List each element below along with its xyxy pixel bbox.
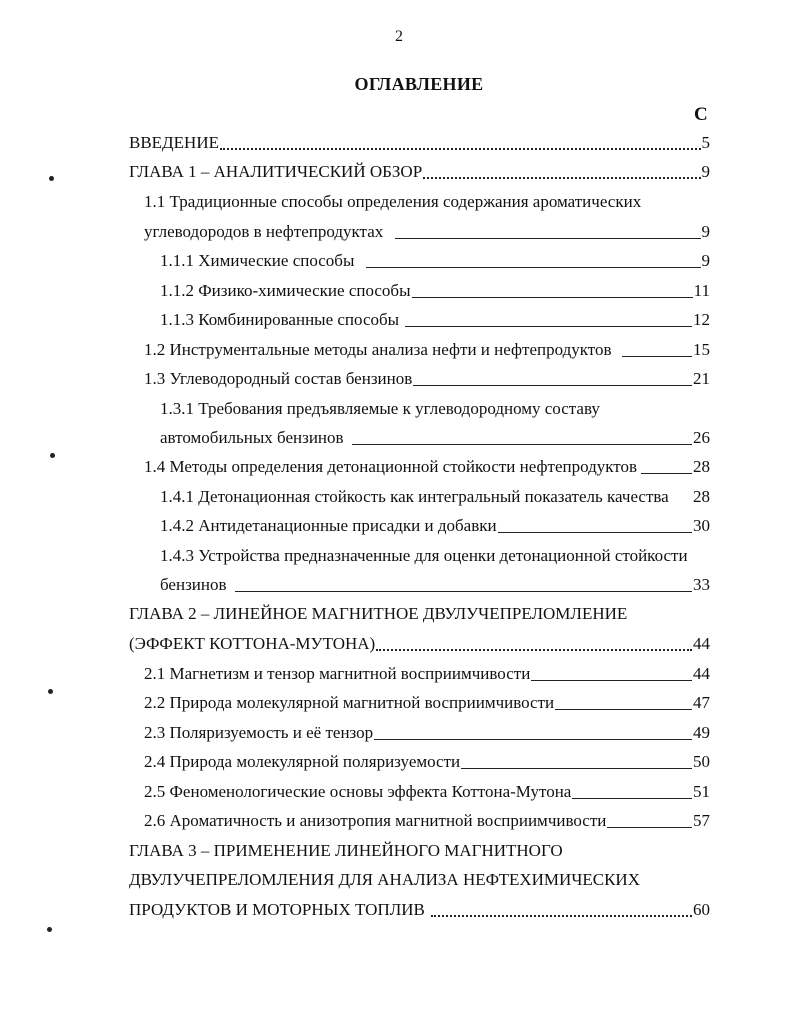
line-leader — [461, 768, 692, 769]
toc-entry-chapter-1[interactable] — [129, 162, 710, 182]
toc-entry-label: 1.2 Инструментальные методы анализа нефти и нефтепродуктов — [144, 340, 612, 359]
toc-entry-label: 1.1.3 Комбинированные способы — [160, 310, 400, 329]
toc-entry-page: 30 — [693, 516, 710, 535]
dot-leader — [376, 649, 692, 651]
binding-mark — [47, 927, 52, 932]
line-leader — [374, 739, 692, 740]
toc-entry-page: 9 — [701, 222, 710, 241]
toc-entry-label: 2.1 Магнетизм и тензор магнитной восприимчивости — [144, 664, 531, 683]
toc-entry-1-1-1[interactable] — [160, 251, 710, 271]
toc-entry-1-1[interactable] — [144, 222, 710, 242]
toc-entry-page: 5 — [701, 133, 710, 152]
toc-entry-2-2[interactable] — [144, 693, 710, 713]
toc-entry-label: 2.3 Поляризуемость и её тензор — [144, 723, 374, 742]
toc-entry-label-line1: 1.3.1 Требования предъявляемые к углеводородному составу — [160, 399, 600, 418]
toc-entry-page: 57 — [693, 811, 710, 830]
toc-entry-1-1-2[interactable] — [160, 281, 710, 301]
toc-entry-label: (ЭФФЕКТ КОТТОНА-МУТОНА) — [129, 634, 376, 653]
line-leader — [412, 297, 693, 298]
toc-entry-chapter-3[interactable] — [129, 900, 710, 920]
toc-entry-page: 60 — [693, 900, 710, 919]
toc-entry-1-2[interactable] — [144, 340, 710, 360]
toc-entry-1-4-2[interactable] — [160, 516, 710, 536]
toc-entry-2-1[interactable] — [144, 664, 710, 684]
dot-leader — [431, 915, 692, 917]
toc-entry-label: ВВЕДЕНИЕ — [129, 133, 219, 152]
line-leader — [572, 798, 692, 799]
toc-entry-page: 26 — [693, 428, 710, 447]
line-leader — [607, 827, 692, 828]
toc-entry-1-4-3[interactable] — [160, 575, 710, 595]
toc-entry-page: 9 — [701, 251, 710, 270]
toc-entry-label: 1.4.2 Антидетанационные присадки и добавки — [160, 516, 497, 535]
toc-entry-2-4[interactable] — [144, 752, 710, 772]
toc-entry-page: 50 — [693, 752, 710, 771]
toc-entry-page: 49 — [693, 723, 710, 742]
toc-entry-page: 51 — [693, 782, 710, 801]
toc-entry-label: 1.4.1 Детонационная стойкость как интегральный показатель качества — [160, 487, 669, 506]
line-leader — [366, 267, 700, 268]
toc-entry-page: 21 — [693, 369, 710, 388]
line-leader — [405, 326, 692, 327]
toc-entry-label: бензинов — [160, 575, 227, 594]
toc-entry-label: 1.3 Углеводородный состав бензинов — [144, 369, 413, 388]
toc-entry-chapter-2[interactable] — [129, 634, 710, 654]
toc-entry-label: 1.1.2 Физико-химические способы — [160, 281, 411, 300]
toc-entry-label-line1: ГЛАВА 2 – ЛИНЕЙНОЕ МАГНИТНОЕ ДВУЛУЧЕПРЕЛОМЛЕНИЕ — [129, 604, 628, 623]
line-leader — [395, 238, 700, 239]
dot-leader — [423, 177, 700, 179]
toc-entry-1-3[interactable] — [144, 369, 710, 389]
toc-entry-label: 2.4 Природа молекулярной поляризуемости — [144, 752, 461, 771]
toc-entry-2-3[interactable] — [144, 723, 710, 743]
toc-entry-page: 44 — [693, 664, 710, 683]
line-leader — [235, 591, 692, 592]
binding-mark — [48, 689, 53, 694]
toc-entry-page: 44 — [693, 634, 710, 653]
toc-entry-1-1-3[interactable] — [160, 310, 710, 330]
toc-entry-introduction[interactable] — [129, 133, 710, 153]
line-leader — [352, 444, 692, 445]
line-leader — [555, 709, 692, 710]
toc-title: ОГЛАВЛЕНИЕ — [354, 74, 484, 94]
toc-entry-label: 2.2 Природа молекулярной магнитной восприимчивости — [144, 693, 555, 712]
toc-entry-page: 28 — [693, 487, 710, 506]
line-leader — [641, 473, 692, 474]
toc-entry-label-line2: ДВУЛУЧЕПРЕЛОМЛЕНИЯ ДЛЯ АНАЛИЗА НЕФТЕХИМИЧЕСКИХ — [129, 870, 640, 889]
page-number: 2 — [395, 28, 403, 45]
toc-entry-label: 2.6 Ароматичность и анизотропия магнитной восприимчивости — [144, 811, 607, 830]
page-column-label: С — [694, 104, 708, 125]
toc-entry-page: 9 — [701, 162, 710, 181]
toc-entry-1-4[interactable] — [144, 457, 710, 477]
toc-entry-page: 11 — [693, 281, 710, 300]
dot-leader — [220, 148, 701, 150]
line-leader — [498, 532, 692, 533]
toc-entry-2-5[interactable] — [144, 782, 710, 802]
toc-entry-1-4-1[interactable] — [160, 487, 710, 507]
toc-entry-label: автомобильных бензинов — [160, 428, 344, 447]
toc-entry-1-3-1[interactable] — [160, 428, 710, 448]
toc-entry-page: 33 — [693, 575, 710, 594]
toc-entry-page: 12 — [693, 310, 710, 329]
toc-entry-label-line1: 1.1 Традиционные способы определения содержания ароматических — [144, 192, 642, 211]
toc-entry-label-line1: 1.4.3 Устройства предназначенные для оценки детонационной стойкости — [160, 546, 688, 565]
line-leader — [622, 356, 692, 357]
binding-mark — [49, 176, 54, 181]
toc-entry-2-6[interactable] — [144, 811, 710, 831]
toc-entry-label: ГЛАВА 1 – АНАЛИТИЧЕСКИЙ ОБЗОР — [129, 162, 423, 181]
toc-entry-label: ПРОДУКТОВ И МОТОРНЫХ ТОПЛИВ — [129, 900, 425, 919]
toc-entry-page: 47 — [693, 693, 710, 712]
toc-entry-page: 28 — [693, 457, 710, 476]
toc-entry-page: 15 — [693, 340, 710, 359]
line-leader — [413, 385, 692, 386]
toc-entry-label-line1: ГЛАВА 3 – ПРИМЕНЕНИЕ ЛИНЕЙНОГО МАГНИТНОГО — [129, 841, 563, 860]
binding-mark — [50, 453, 55, 458]
toc-entry-label: 2.5 Феноменологические основы эффекта Коттона-Мутона — [144, 782, 572, 801]
line-leader — [531, 680, 692, 681]
toc-entry-label: углеводородов в нефтепродуктах — [144, 222, 384, 241]
toc-entry-label: 1.1.1 Химические способы — [160, 251, 355, 270]
toc-entry-label: 1.4 Методы определения детонационной стойкости нефтепродуктов — [144, 457, 638, 476]
